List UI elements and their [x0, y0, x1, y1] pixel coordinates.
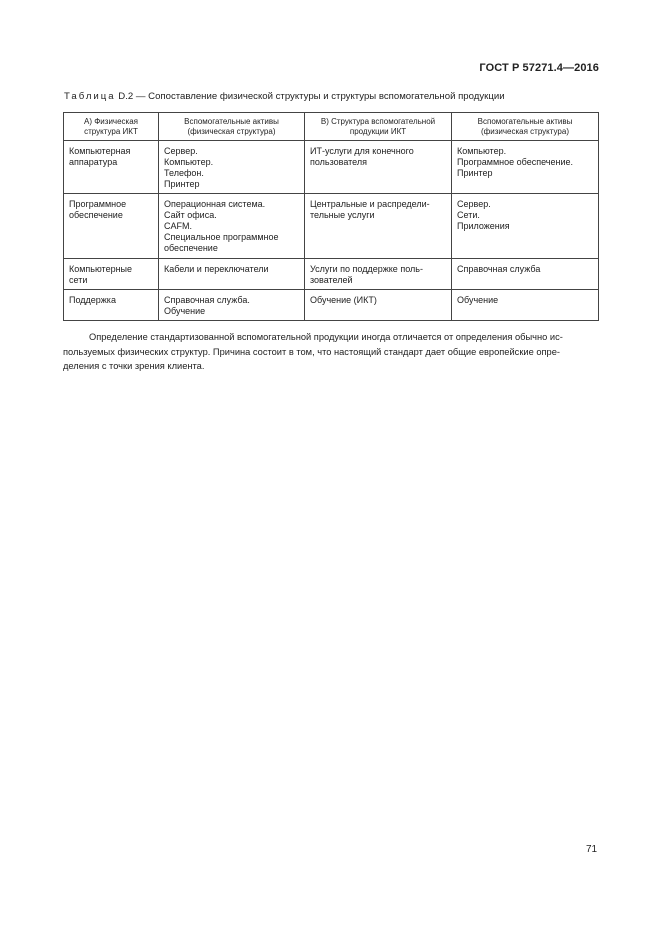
- table-row: [64, 259, 599, 290]
- table-caption-label: Таблица: [64, 91, 116, 102]
- column-header-support-assets-1: Вспомогательные активы (физическая структура): [159, 113, 305, 141]
- document-code: ГОСТ Р 57271.4—2016: [479, 62, 599, 74]
- table-cell: Кабели и переключатели: [159, 259, 305, 290]
- table-cell: Операционная система. Сайт офиса. CAFM. Специальное программное обеспечение: [159, 194, 305, 259]
- column-header-physical-structure: А) Физическая структура ИКТ: [64, 113, 159, 141]
- table-cell: Компьютерные сети: [64, 259, 159, 290]
- table-cell: Поддержка: [64, 290, 159, 321]
- column-header-support-products-structure: В) Структура вспомогательной продукции ИКТ: [305, 113, 452, 141]
- table-cell: Справочная служба: [452, 259, 599, 290]
- table-row: [64, 141, 599, 194]
- table-cell: Компьютер. Программное обеспечение. Принтер: [452, 141, 599, 194]
- table-cell: Центральные и распредели- тельные услуги: [305, 194, 452, 259]
- table-row: [64, 290, 599, 321]
- table-cell: Обучение (ИКТ): [305, 290, 452, 321]
- table-cell: Сервер. Сети. Приложения: [452, 194, 599, 259]
- paragraph-line: Определение стандартизованной вспомогательной продукции иногда отличается от определения обычно ис-: [89, 332, 563, 342]
- table-cell: Справочная служба. Обучение: [159, 290, 305, 321]
- paragraph-line: деления с точки зрения клиента.: [63, 361, 205, 371]
- table-caption: [64, 91, 505, 102]
- paragraph-line: пользуемых физических структур. Причина состоит в том, что настоящий стандарт дает общие европейские опре-: [63, 346, 560, 357]
- table-cell: Компьютерная аппаратура: [64, 141, 159, 194]
- table-cell: ИТ-услуги для конечного пользователя: [305, 141, 452, 194]
- table-cell: Программное обеспечение: [64, 194, 159, 259]
- table-row: [64, 194, 599, 259]
- table-cell: Услуги по поддержке поль- зователей: [305, 259, 452, 290]
- column-header-support-assets-2: Вспомогательные активы (физическая структура): [452, 113, 599, 141]
- table-cell: Сервер. Компьютер. Телефон. Принтер: [159, 141, 305, 194]
- body-paragraph: [63, 330, 598, 374]
- table-cell: Обучение: [452, 290, 599, 321]
- table-caption-text: D.2 — Сопоставление физической структуры и структуры вспомогательной продукции: [115, 91, 505, 102]
- comparison-table: [63, 112, 599, 321]
- table-header-row: [64, 113, 599, 141]
- page-number: 71: [586, 844, 598, 855]
